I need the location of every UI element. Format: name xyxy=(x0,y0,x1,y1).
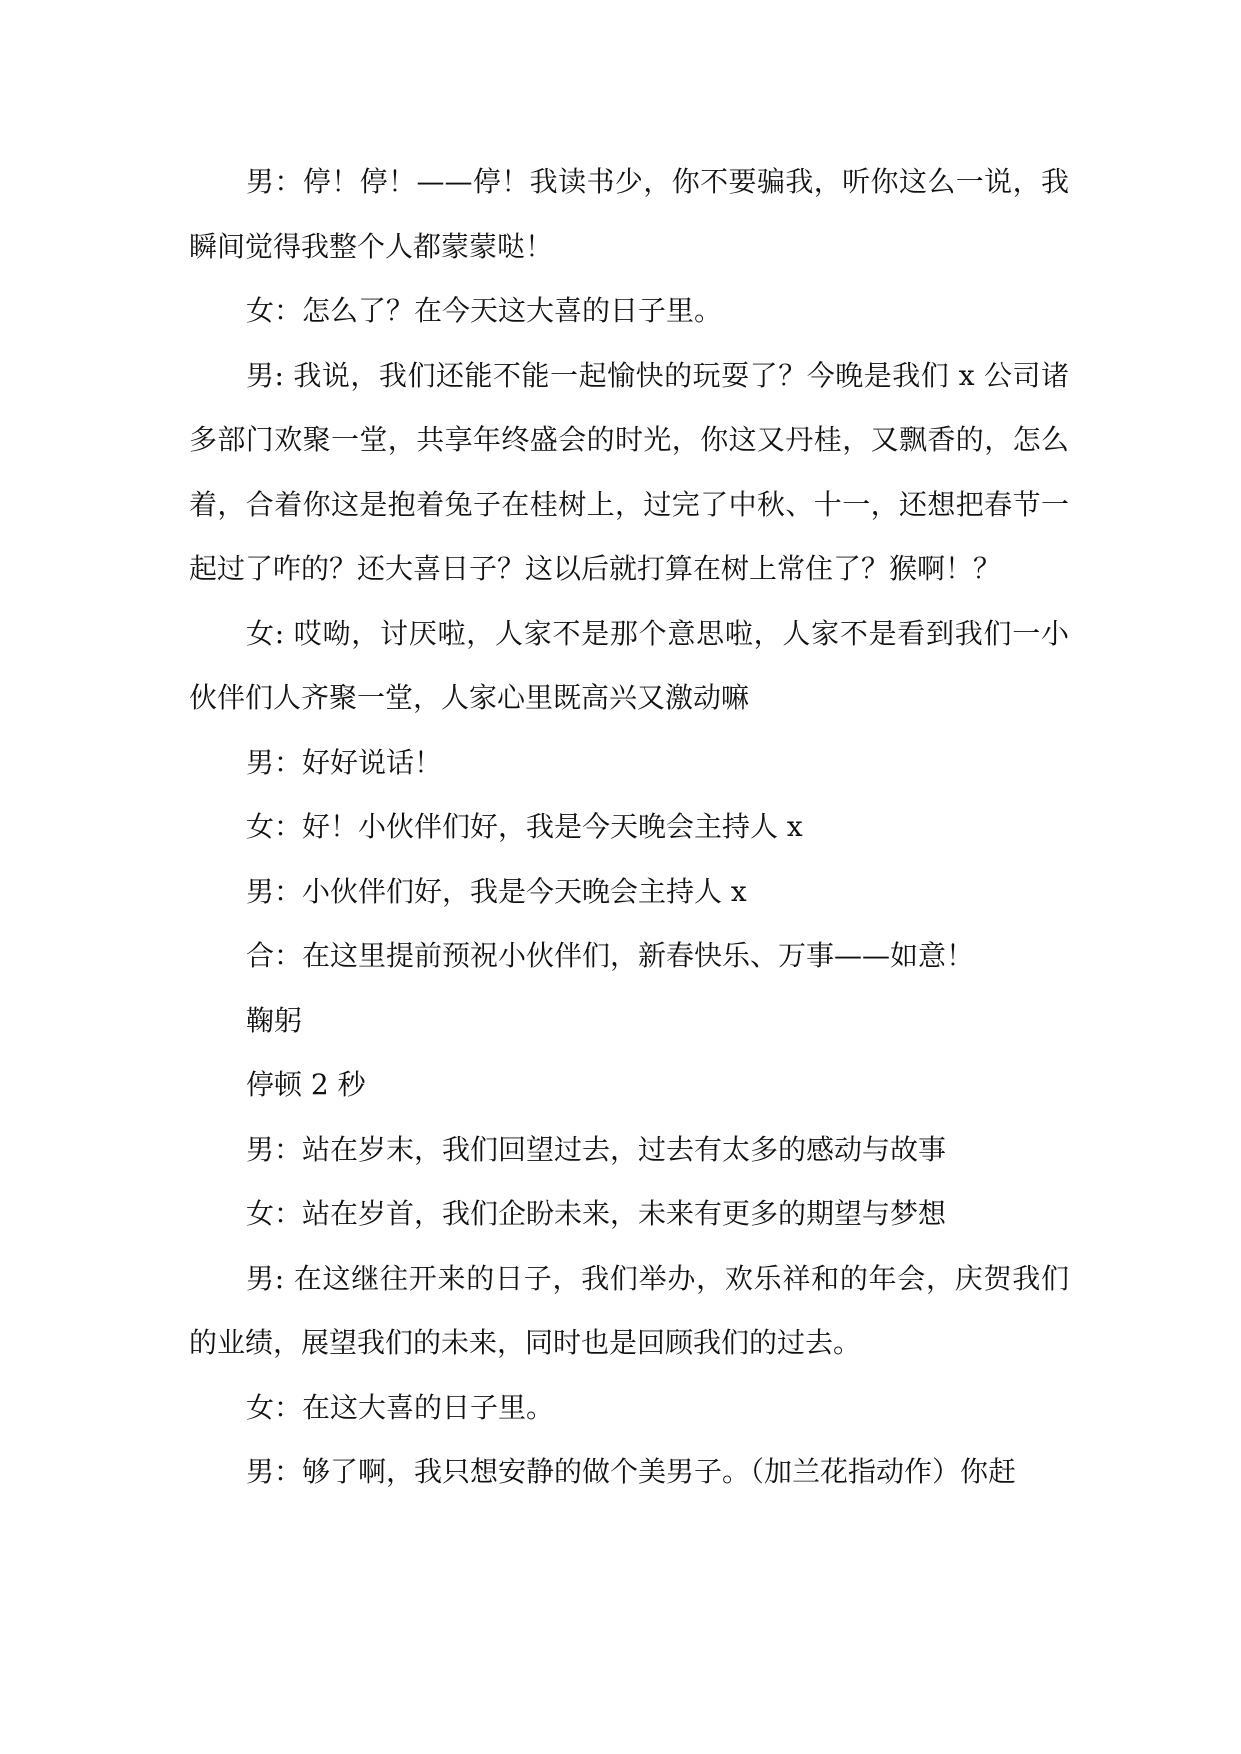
paragraph: 男: 在这继往开来的日子，我们举办，欢乐祥和的年会，庆贺我们的业绩，展望我们的未来，同时也是回顾我们的过去。 xyxy=(189,1261,1069,1359)
paragraph: 女：好！小伙伴们好，我是今天晚会主持人 x xyxy=(246,810,803,843)
paragraph: 女：怎么了？在今天这大喜的日子里。 xyxy=(246,294,723,327)
paragraph: 合：在这里提前预祝小伙伴们，新春快乐、万事——如意！ xyxy=(246,939,975,972)
paragraph: 男：停！停！——停！我读书少，你不要骗我，听你这么一说，我瞬间觉得我整个人都蒙蒙哒！ xyxy=(189,165,1069,263)
paragraph: 男：小伙伴们好，我是今天晚会主持人 x xyxy=(246,874,747,908)
paragraph: 鞠躬 xyxy=(246,1003,303,1037)
paragraph: 女: 哎呦，讨厌啦，人家不是那个意思啦，人家不是看到我们一小伙伴们人齐聚一堂，人家心里既高兴又激动嘛 xyxy=(189,616,1069,714)
paragraph: 女：站在岁首，我们企盼未来，未来有更多的期望与梦想 xyxy=(246,1197,947,1230)
document-body xyxy=(189,150,1069,1505)
paragraph: 男：站在岁末，我们回望过去，过去有太多的感动与故事 xyxy=(246,1132,947,1166)
paragraph: 男：好好说话！ xyxy=(246,745,443,779)
paragraph: 停顿 2 秒 xyxy=(246,1068,366,1101)
paragraph: 男: 我说，我们还能不能一起愉快的玩耍了？今晚是我们 x 公司诸多部门欢聚一堂，共享年终盛会的时光，你这又丹桂，又飘香的，怎么着，合着你这是抱着兔子在桂树上，过完了中秋、十一，还想把春节一起过了咋的？还大喜日子？这以后就打算在树上常住了？猴啊！？ xyxy=(189,358,1069,585)
paragraph: 女：在这大喜的日子里。 xyxy=(246,1390,555,1424)
paragraph: 男：够了啊，我只想安静的做个美男子。（加兰花指动作）你赶 xyxy=(246,1455,1017,1488)
